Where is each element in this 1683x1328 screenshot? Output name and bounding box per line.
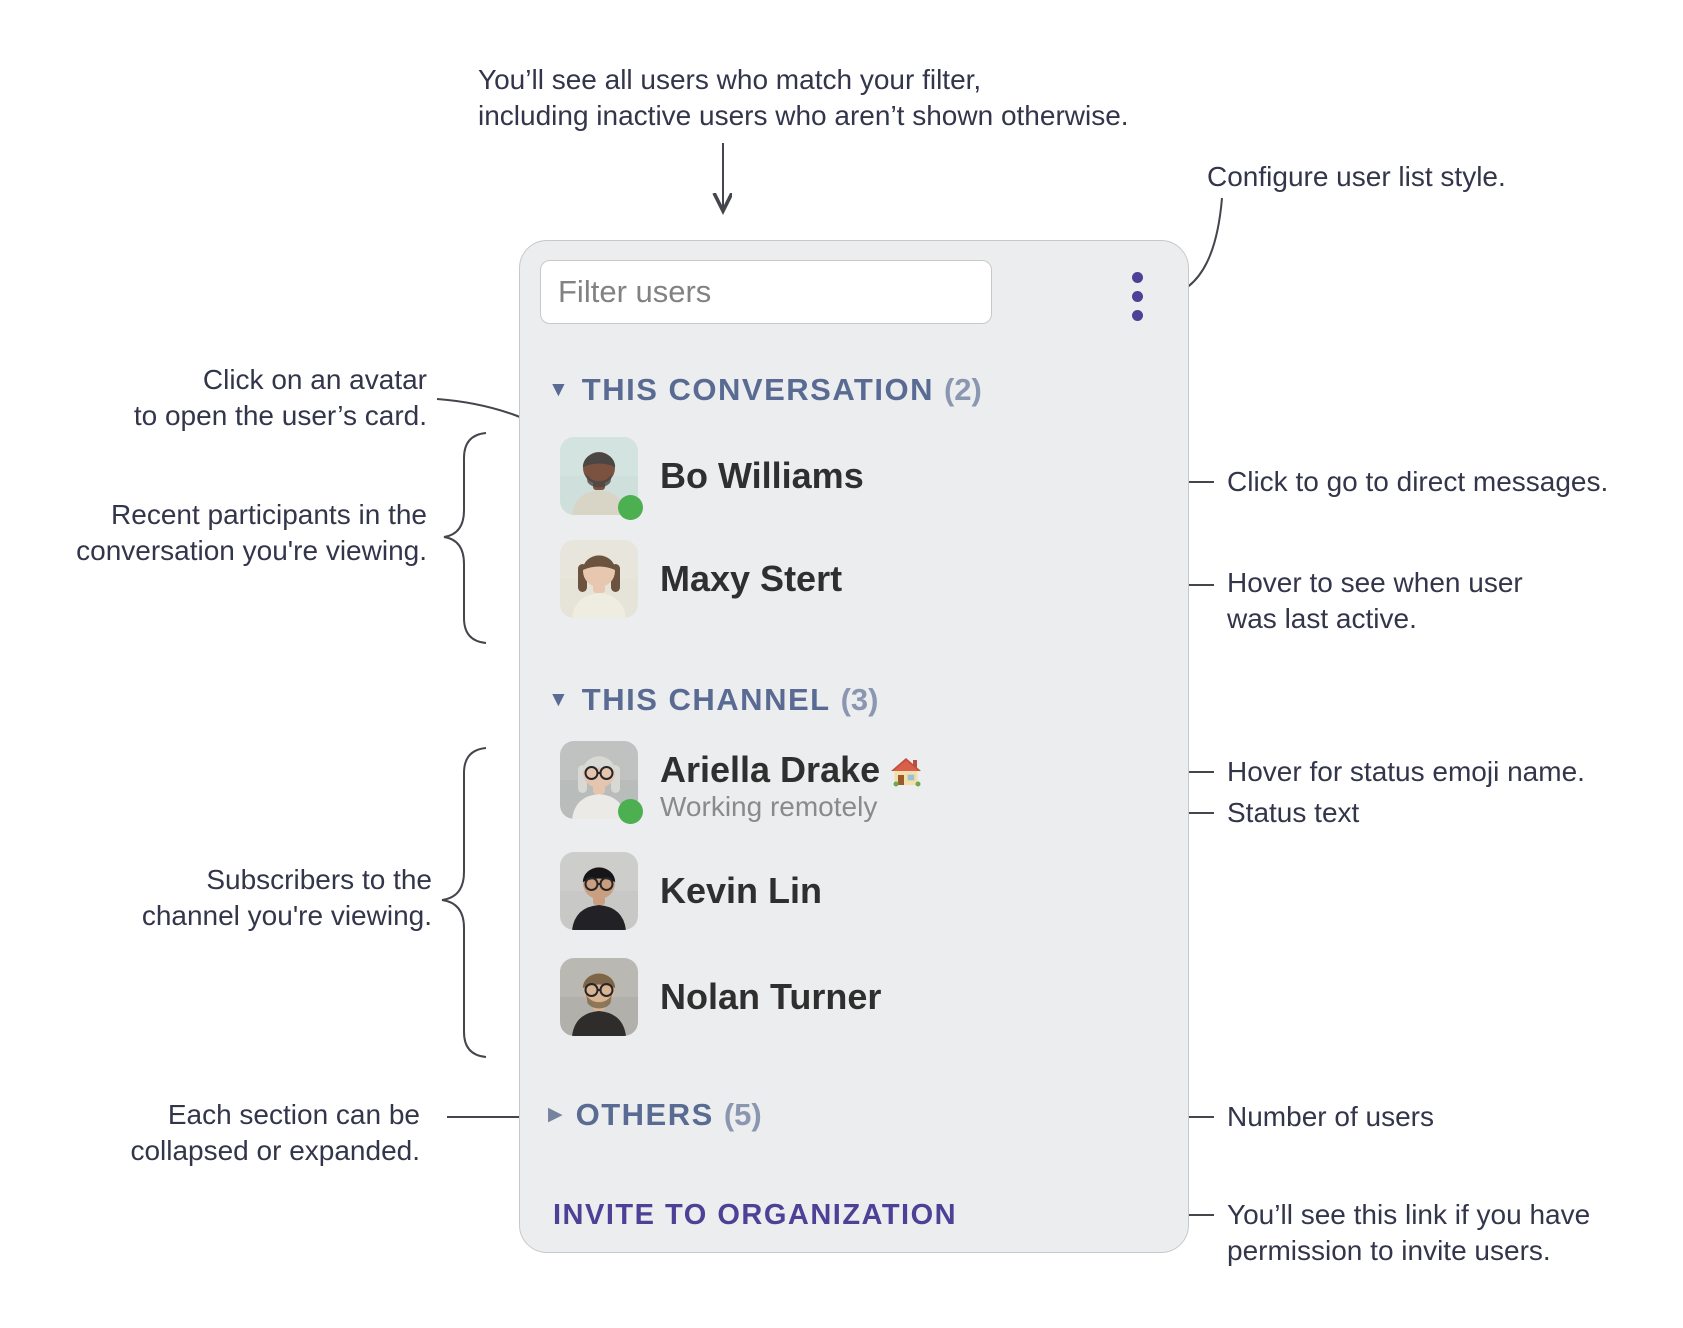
- filter-users-input[interactable]: [540, 260, 992, 324]
- note-dm: Click to go to direct messages.: [1227, 466, 1609, 497]
- user-row[interactable]: [560, 958, 881, 1036]
- section-label: THIS CHANNEL: [581, 682, 831, 717]
- user-row[interactable]: [560, 437, 864, 515]
- note-num-users: Number of users: [1227, 1101, 1434, 1132]
- note-emoji-name: Hover for status emoji name.: [1227, 756, 1585, 787]
- note-recent-participants: Recent participants in the conversation you're viewing.: [76, 499, 427, 566]
- note-last-active: Hover to see when user was last active.: [1227, 567, 1523, 634]
- section-header-this-channel[interactable]: [548, 680, 878, 720]
- section-label: OTHERS: [575, 1097, 714, 1132]
- kebab-menu-icon[interactable]: [1124, 268, 1150, 324]
- brace-channel: [442, 748, 486, 1057]
- section-header-others[interactable]: [548, 1095, 762, 1135]
- brace-conversation: [444, 433, 486, 643]
- note-configure: Configure user list style.: [1207, 161, 1506, 192]
- triangle-right-icon[interactable]: ▶: [548, 1103, 563, 1125]
- user-name[interactable]: Nolan Turner: [660, 976, 882, 1017]
- user-name[interactable]: Ariella Drake: [660, 749, 881, 790]
- note-status-text: Status text: [1227, 797, 1360, 828]
- avatar[interactable]: [560, 958, 638, 1036]
- house-emoji-icon: [890, 757, 922, 787]
- user-name[interactable]: Bo Williams: [660, 455, 864, 496]
- triangle-down-icon[interactable]: ▼: [548, 377, 569, 401]
- section-count: (3): [840, 682, 879, 717]
- section-header-this-conversation[interactable]: [548, 370, 982, 410]
- avatar[interactable]: [560, 741, 638, 819]
- avatar[interactable]: [560, 852, 638, 930]
- user-name[interactable]: Maxy Stert: [660, 558, 843, 599]
- section-count: (5): [723, 1097, 762, 1132]
- online-status-dot: [618, 495, 643, 520]
- user-row[interactable]: [560, 741, 922, 822]
- user-row[interactable]: [560, 852, 822, 930]
- note-filter: You’ll see all users who match your filter, including inactive users who aren’t shown otherwise.: [478, 64, 1129, 131]
- note-collapse: Each section can be collapsed or expanded.: [130, 1099, 420, 1166]
- user-name[interactable]: Kevin Lin: [660, 870, 823, 911]
- note-subscribers: Subscribers to the channel you're viewing.: [141, 864, 432, 931]
- section-count: (2): [943, 372, 982, 407]
- online-status-dot: [618, 799, 643, 824]
- avatar[interactable]: [560, 437, 638, 515]
- invite-to-organization-link[interactable]: INVITE TO ORGANIZATION: [553, 1198, 958, 1231]
- triangle-down-icon[interactable]: ▼: [548, 687, 569, 711]
- note-invite-perm: You’ll see this link if you have permission to invite users.: [1227, 1199, 1591, 1266]
- user-status-text: Working remotely: [660, 791, 878, 822]
- user-row[interactable]: [560, 540, 842, 618]
- avatar[interactable]: [560, 540, 638, 618]
- note-avatar-click: Click on an avatar to open the user’s card.: [133, 364, 427, 431]
- section-label: THIS CONVERSATION: [581, 372, 934, 407]
